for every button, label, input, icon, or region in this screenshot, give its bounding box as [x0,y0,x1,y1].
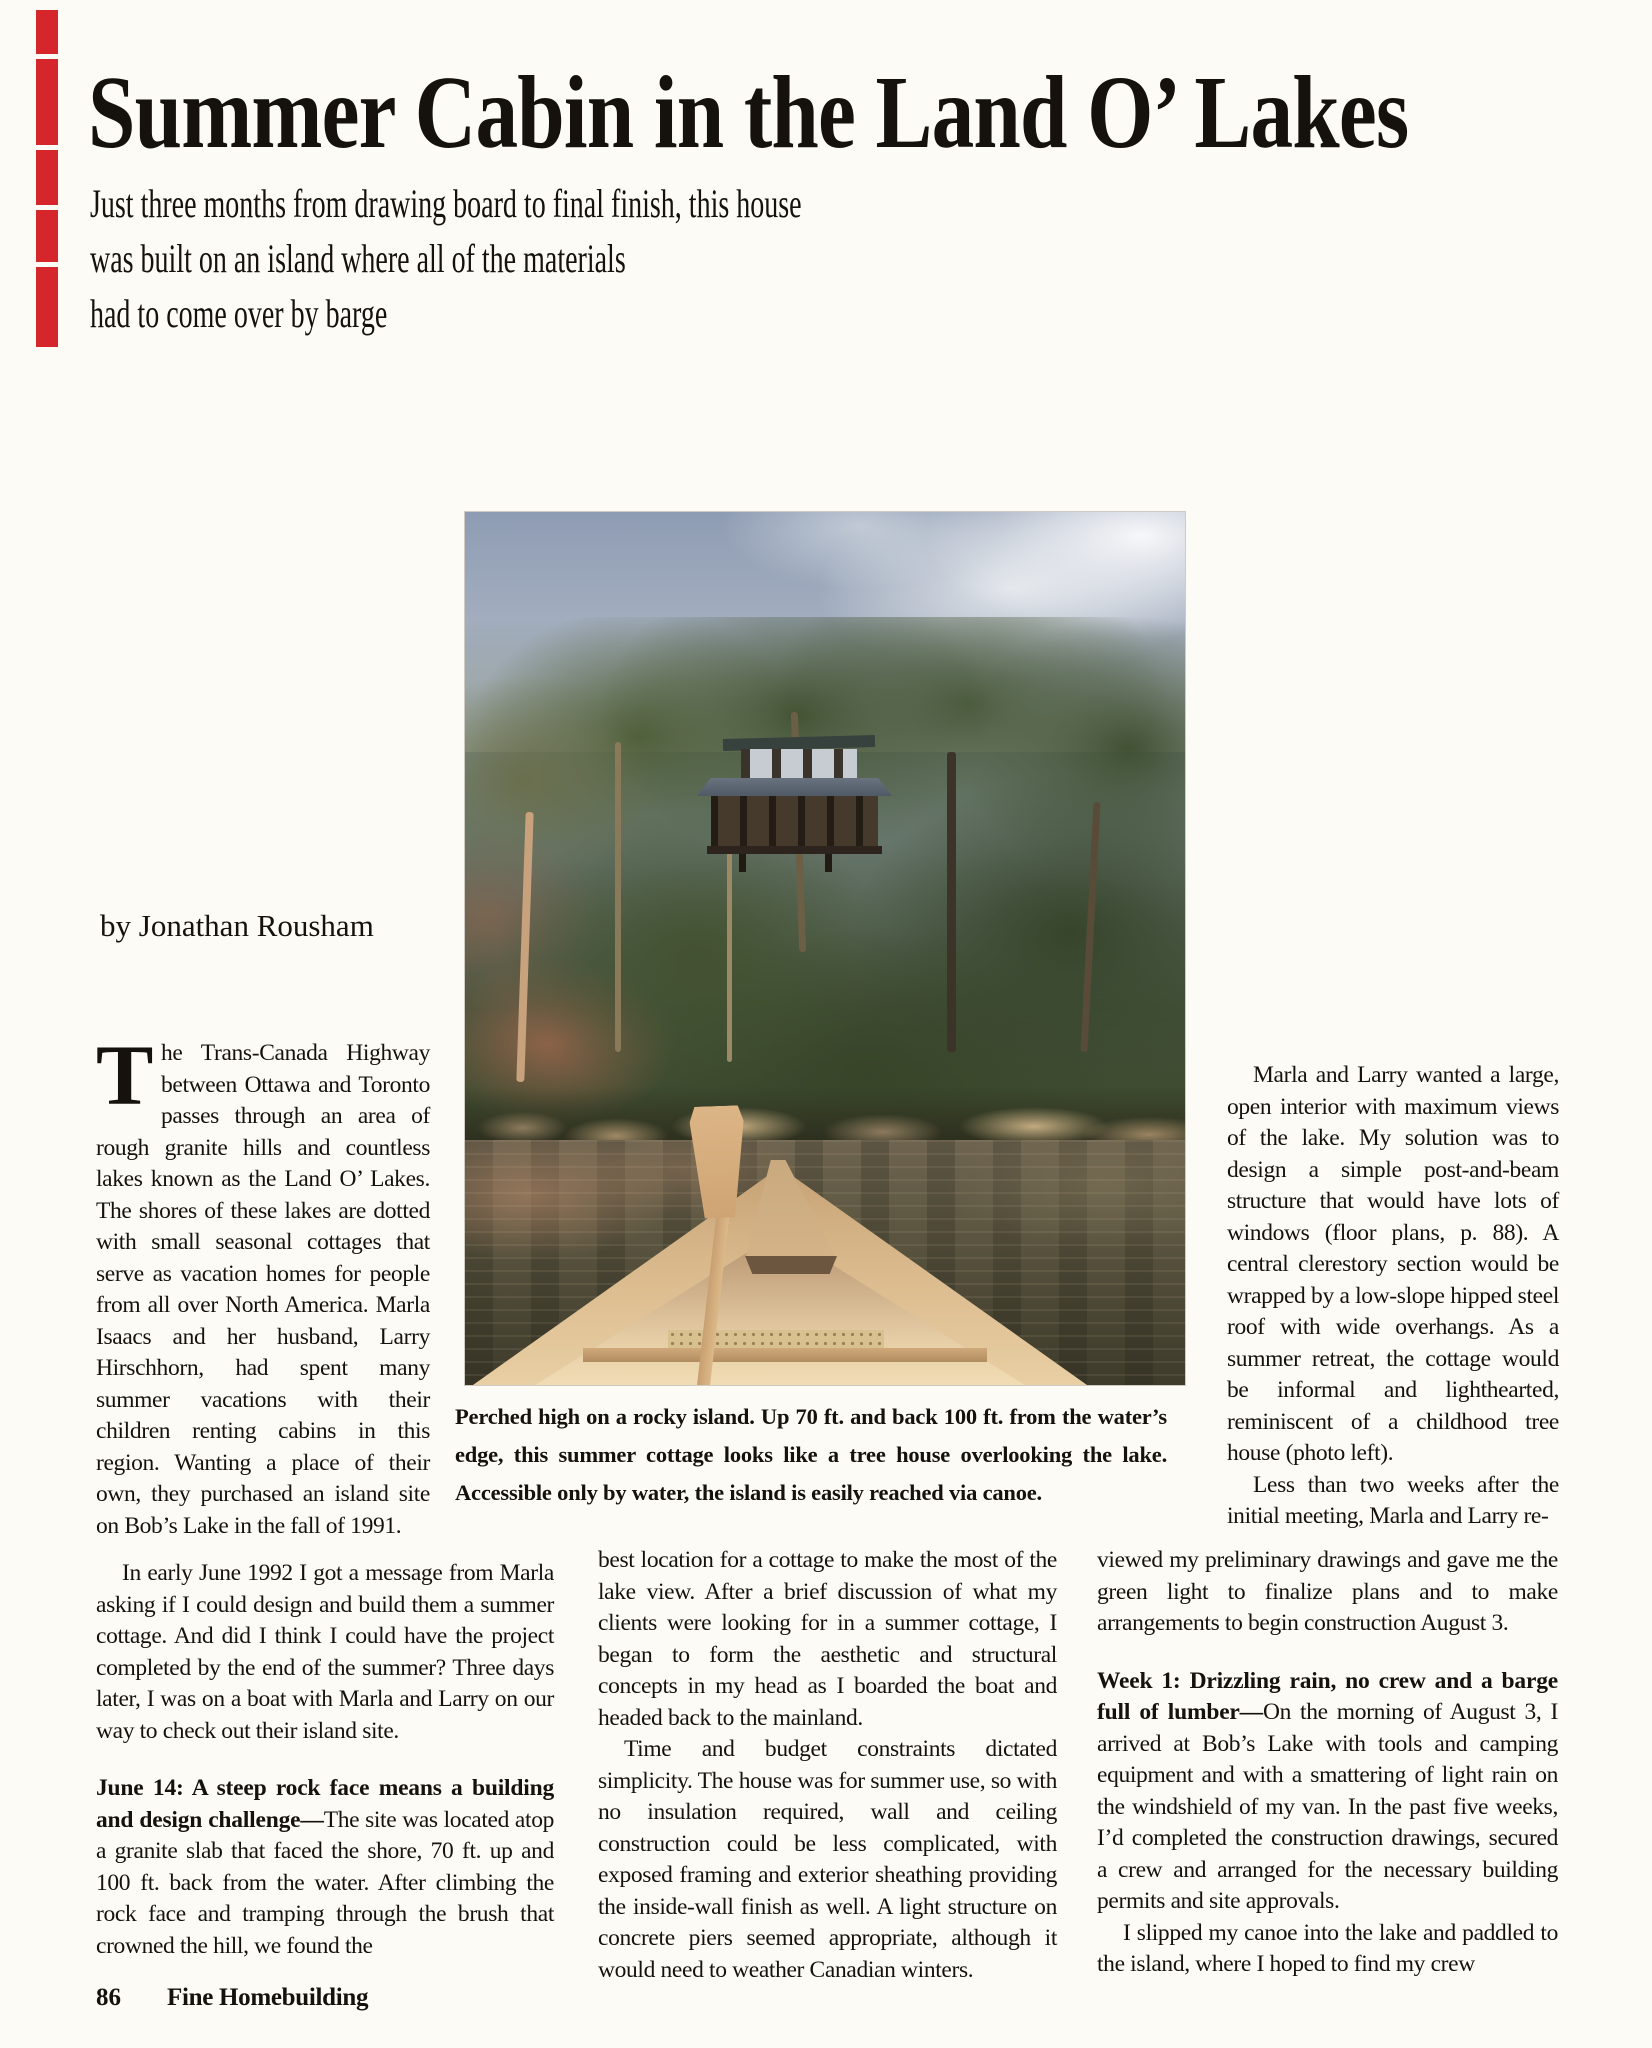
photo-tree-trunk [947,752,956,1052]
red-bar-segment [36,10,58,54]
paragraph-text: he Trans-Canada Highway between Ottawa and Toronto passes through an area of rough granite hills and countless lakes known as the Land O’ Lakes. The shores of these lakes are dotted with small seasonal cottages that serve as vacation homes for people from all over North America. Marla Isaacs and her husband, Larry Hirschhorn, had spent many summer vacations with their children renting cabins in this region. Wanting a place of their own, they purchased an island site on Bob’s Lake in the fall of 1991. [96,1040,430,1539]
right-column-upper [1227,1060,1559,1533]
cabin-clerestory-windows [741,749,857,778]
photo-caption-text: Up 70 ft. and back 100 ft. from the water’s edge, this summer cottage looks like a tree house overlooking the lake. Accessible only by water, the island is easily reached via canoe. [455,1404,1167,1505]
canoe-bow-deck-shadow [745,1256,837,1274]
cabin-hip-roof [697,778,892,796]
photo-canoe [465,1152,1185,1385]
deck [90,176,1107,341]
byline: by Jonathan Rousham [100,908,374,943]
left-column-lower [96,1558,554,1962]
red-bar-segment [36,59,58,145]
photo-cabin [697,737,892,872]
paragraph: Less than two weeks after the initial meeting, Marla and Larry re- [1227,1471,1559,1529]
paragraph: Time and budget constraints dictated simplicity. The house was for summer use, so with no insulation required, wall and ceiling construction could be less complicated, with exposed framing and exterior sheathing providing the inside-wall finish as well. A light structure on concrete piers seemed appropriate, although it would need to weather Canadian winters. [598,1736,1057,1983]
cabin-stilt [739,854,746,872]
deck-line: Just three months from drawing board to final finish, this house [90,181,802,226]
drop-cap: T [96,1027,154,1123]
red-bar-segment [36,150,58,205]
photo-tree-trunk [615,742,621,1052]
paragraph: In early June 1992 I got a message from Marla asking if I could design and build them a summer cottage. And did I think I could have the project completed by the end of the summer? Three days later, I was on a boat with Marla and Larry on our way to check out their island site. [96,1560,554,1744]
red-bar-segment [36,267,58,347]
paragraph: Marla and Larry wanted a large, open interior with maximum views of the lake. My solution was to design a simple post-and-beam structure that would have lots of windows (floor plans, p. 88). A central clerestory section would be wrapped by a low-slope hipped steel roof with wide overhangs. As a summer retreat, the cottage would be informal and lighthearted, reminiscent of a childhood tree house (photo left). [1227,1062,1559,1466]
deck-line: had to come over by barge [90,291,388,336]
cabin-stilt [825,854,832,872]
paragraph: I slipped my canoe into the lake and paddled to the island, where I hoped to find my crew [1097,1919,1558,1977]
paragraph: viewed my preliminary drawings and gave me the green light to finalize plans and to make arrangements to begin construction August 3. [1097,1547,1558,1636]
page-title [88,55,1652,170]
paragraph: June 14: A steep rock face means a building and design challenge—The site was located atop a granite slab that faced the shore, 70 ft. up and 100 ft. back from the water. After climbing the rock face and tramping through the brush that crowned the hill, we found the [96,1775,554,1959]
cabin-deck-edge [707,846,882,854]
paragraph: best location for a cottage to make the most of the lake view. After a brief discussion of what my clients were looking for in a summer cottage, I began to form the aesthetic and structural concepts in my head as I boarded the boat and headed back to the mainland. [598,1547,1057,1731]
island-photo [465,512,1185,1385]
red-edge-bar [36,10,58,347]
right-column-lower [1097,1545,1558,1981]
canoe-yoke [583,1348,987,1362]
photo-trees [465,617,1185,1162]
page-footer [96,1984,368,2012]
middle-column [598,1545,1057,1986]
magazine-name: Fine Homebuilding [167,1984,369,2011]
photo-caption [455,1398,1167,1512]
paragraph [96,1027,430,1542]
red-bar-segment [36,210,58,262]
paragraph: Week 1: Drizzling rain, no crew and a barge full of lumber—On the morning of August 3, I arrived at Bob’s Lake with tools and camping equipment and with a smattering of light rain on the windshield of my van. In the past five weeks, I’d completed the construction drawings, secured a crew and arranged for the necessary building permits and site approvals. [1097,1667,1558,1914]
deck-line: was built on an island where all of the materials [90,236,626,281]
page-number: 86 [96,1984,121,2011]
page-title-text: Summer Cabin in the Land O’ Lakes [88,55,1409,170]
left-column-upper [96,1027,430,1542]
cabin-walls [711,796,878,846]
photo-caption-lead: Perched high on a rocky island. [455,1404,755,1429]
